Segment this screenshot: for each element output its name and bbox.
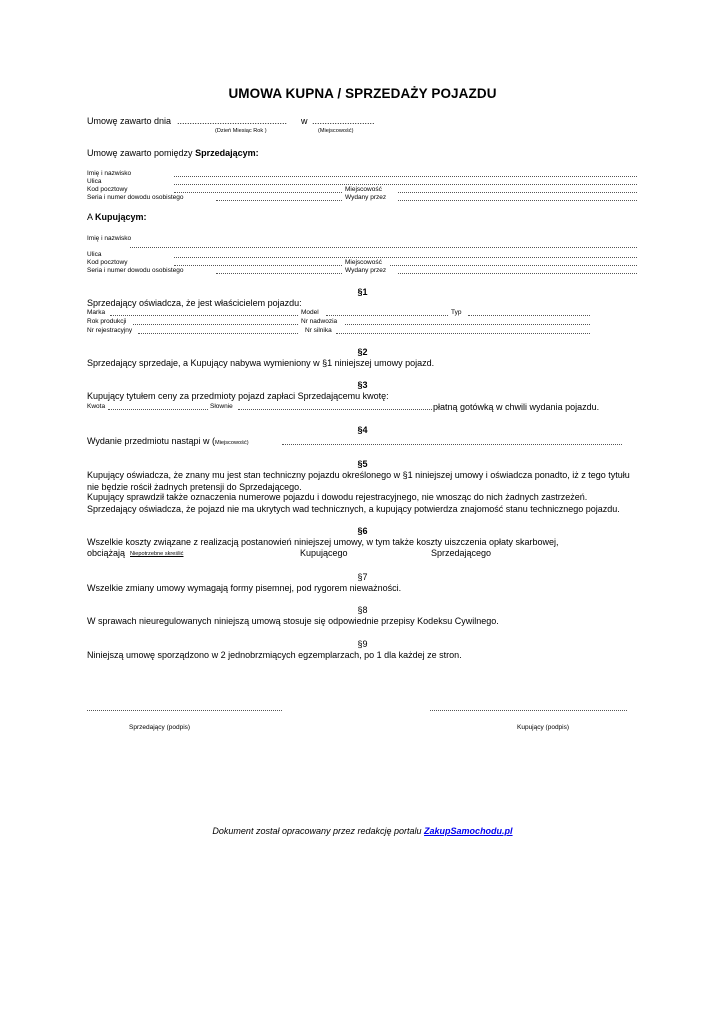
- kwota-label: Kwota: [87, 403, 106, 410]
- option-kupujacego[interactable]: Kupującego: [300, 548, 348, 558]
- buyer-heading-bold: Kupującym:: [95, 212, 147, 222]
- silnika-field[interactable]: [336, 333, 590, 334]
- section-6-number: §6: [357, 526, 368, 536]
- section-5-paragraph-3: Sprzedający oświadcza, że pojazd nie ma ukrytych wad technicznych, a kupujący potwierdza znajomość stanu technicznego pojazdu.: [87, 503, 620, 514]
- buyer-city-field[interactable]: [390, 265, 637, 266]
- section-2-number: §2: [357, 347, 368, 357]
- document-title: UMOWA KUPNA / SPRZEDAŻY POJAZDU: [228, 86, 497, 101]
- section-1-number: §1: [357, 287, 368, 297]
- seller-id-field[interactable]: [216, 200, 342, 201]
- seller-city-field[interactable]: [398, 192, 637, 193]
- buyer-heading: [87, 212, 147, 223]
- typ-field[interactable]: [468, 315, 590, 316]
- footer-link[interactable]: ZakupSamochodu.pl: [424, 826, 513, 836]
- kwota-field[interactable]: [108, 409, 208, 410]
- buyer-city-label: Miejscowość: [345, 259, 382, 266]
- rok-label: Rok produkcji: [87, 318, 127, 325]
- seller-signature-label: Sprzedający (podpis): [129, 724, 191, 731]
- option-sprzedajacego[interactable]: Sprzedającego: [431, 548, 492, 558]
- rej-field[interactable]: [138, 333, 298, 334]
- section-4-main: Wydanie przedmiotu nastąpi w (: [87, 436, 215, 446]
- section-4-number: §4: [357, 425, 368, 435]
- silnika-label: Nr silnika: [305, 327, 332, 334]
- section-6-hint: Niepotrzebne skreślić: [130, 551, 184, 557]
- section-6-text: Wszelkie koszty związane z realizacją postanowień niniejszej umowy, w tym także koszty uiszczenia opłaty skarbowej,: [87, 537, 559, 547]
- buyer-id-label: Seria i numer dowodu osobistego: [87, 267, 184, 274]
- intro-w: w: [301, 116, 308, 126]
- seller-street-label: Ulica: [87, 178, 102, 185]
- nadwozia-label: Nr nadwozia: [301, 318, 338, 325]
- date-hint: (Dzień Miesiąc Rok ): [215, 128, 267, 134]
- seller-name-label: Imię i nazwisko: [87, 170, 132, 177]
- section-1-text: Sprzedający oświadcza, że jest właścicielem pojazdu:: [87, 298, 302, 308]
- buyer-street-label: Ulica: [87, 251, 102, 258]
- section-2-text: Sprzedający sprzedaje, a Kupujący nabywa wymieniony w §1 niniejszej umowy pojazd.: [87, 358, 435, 368]
- seller-id-label: Seria i numer dowodu osobistego: [87, 194, 184, 201]
- buyer-postal-field[interactable]: [174, 265, 342, 266]
- section-3-text: Kupujący tytułem ceny za przedmioty pojazd zapłaci Sprzedającemu kwotę:: [87, 391, 389, 401]
- delivery-place-field[interactable]: [282, 444, 622, 445]
- seller-name-field[interactable]: [174, 176, 637, 177]
- rok-field[interactable]: [133, 324, 298, 325]
- section-4-hint: Miejscowość): [214, 440, 249, 446]
- section-8-number: §8: [357, 605, 368, 615]
- seller-issued-label: Wydany przez: [345, 194, 387, 201]
- footer: [0, 826, 725, 837]
- typ-label: Typ: [451, 309, 462, 316]
- intro-place-dots: .........................: [312, 116, 375, 126]
- seller-street-field[interactable]: [174, 184, 637, 185]
- model-field[interactable]: [326, 315, 448, 316]
- seller-issued-field[interactable]: [398, 200, 637, 201]
- seller-heading-bold: Sprzedającym:: [195, 148, 259, 158]
- slownie-label: Słownie: [210, 403, 233, 410]
- nadwozia-field[interactable]: [345, 324, 590, 325]
- section-5-number: §5: [357, 459, 368, 469]
- seller-city-label: Miejscowość: [345, 186, 382, 193]
- buyer-issued-label: Wydany przez: [345, 267, 387, 274]
- buyer-street-field[interactable]: [174, 257, 637, 258]
- intro-date-dots: ............................................: [177, 116, 288, 126]
- section-3-number: §3: [357, 380, 368, 390]
- section-8-text: W sprawach nieuregulowanych niniejszą umową stosuje się odpowiednie przepisy Kodeksu Cywilnego.: [87, 616, 499, 626]
- section-9-text: Niniejszą umowę sporządzono w 2 jednobrzmiących egzemplarzach, po 1 dla każdej ze stron.: [87, 650, 462, 660]
- section-4-text: [87, 436, 249, 447]
- seller-heading-prefix: Umowę zawarto pomiędzy: [87, 148, 193, 158]
- buyer-name-label: Imię i nazwisko: [87, 235, 132, 242]
- buyer-heading-prefix: A: [87, 212, 93, 222]
- buyer-postal-label: Kod pocztowy: [87, 259, 128, 266]
- marka-field[interactable]: [110, 315, 298, 316]
- section-5-paragraph-2: Kupujący sprawdził także oznaczenia numerowe pojazdu i dowodu rejestracyjnego, nie wnosząc do nich żadnych zastrzeżeń.: [87, 492, 588, 502]
- section-7-number: §7: [357, 572, 368, 582]
- payment-text: płatną gotówką w chwili wydania pojazdu.: [433, 402, 600, 412]
- model-label: Model: [301, 309, 319, 316]
- buyer-id-field[interactable]: [216, 273, 342, 274]
- marka-label: Marka: [87, 309, 106, 316]
- seller-signature-line[interactable]: [87, 710, 282, 711]
- seller-postal-label: Kod pocztowy: [87, 186, 128, 193]
- buyer-issued-field[interactable]: [398, 273, 637, 274]
- intro-text: Umowę zawarto dnia: [87, 116, 172, 126]
- section-9-number: §9: [357, 639, 368, 649]
- rej-label: Nr rejestracyjny: [87, 327, 133, 334]
- footer-text: Dokument został opracowany przez redakcję portalu: [212, 826, 422, 836]
- buyer-signature-line[interactable]: [430, 710, 627, 711]
- slownie-field[interactable]: [238, 409, 432, 410]
- buyer-signature-label: Kupujący (podpis): [517, 724, 570, 731]
- seller-postal-field[interactable]: [174, 192, 342, 193]
- section-7-text: Wszelkie zmiany umowy wymagają formy pisemnej, pod rygorem nieważności.: [87, 583, 402, 593]
- buyer-name-field[interactable]: [130, 247, 637, 248]
- section-5-paragraph-1: Kupujący oświadcza, że znany mu jest stan techniczny pojazdu określonego w §1 niniejszej umowy i oświadcza ponadto, iż z tego tytułu nie będzie rościł żadnych pretensji do Sprzedającego.: [87, 470, 630, 492]
- seller-heading: [87, 148, 259, 159]
- section-6-obciazaja: obciążają: [87, 548, 126, 558]
- place-hint: (Miejscowość): [318, 128, 354, 134]
